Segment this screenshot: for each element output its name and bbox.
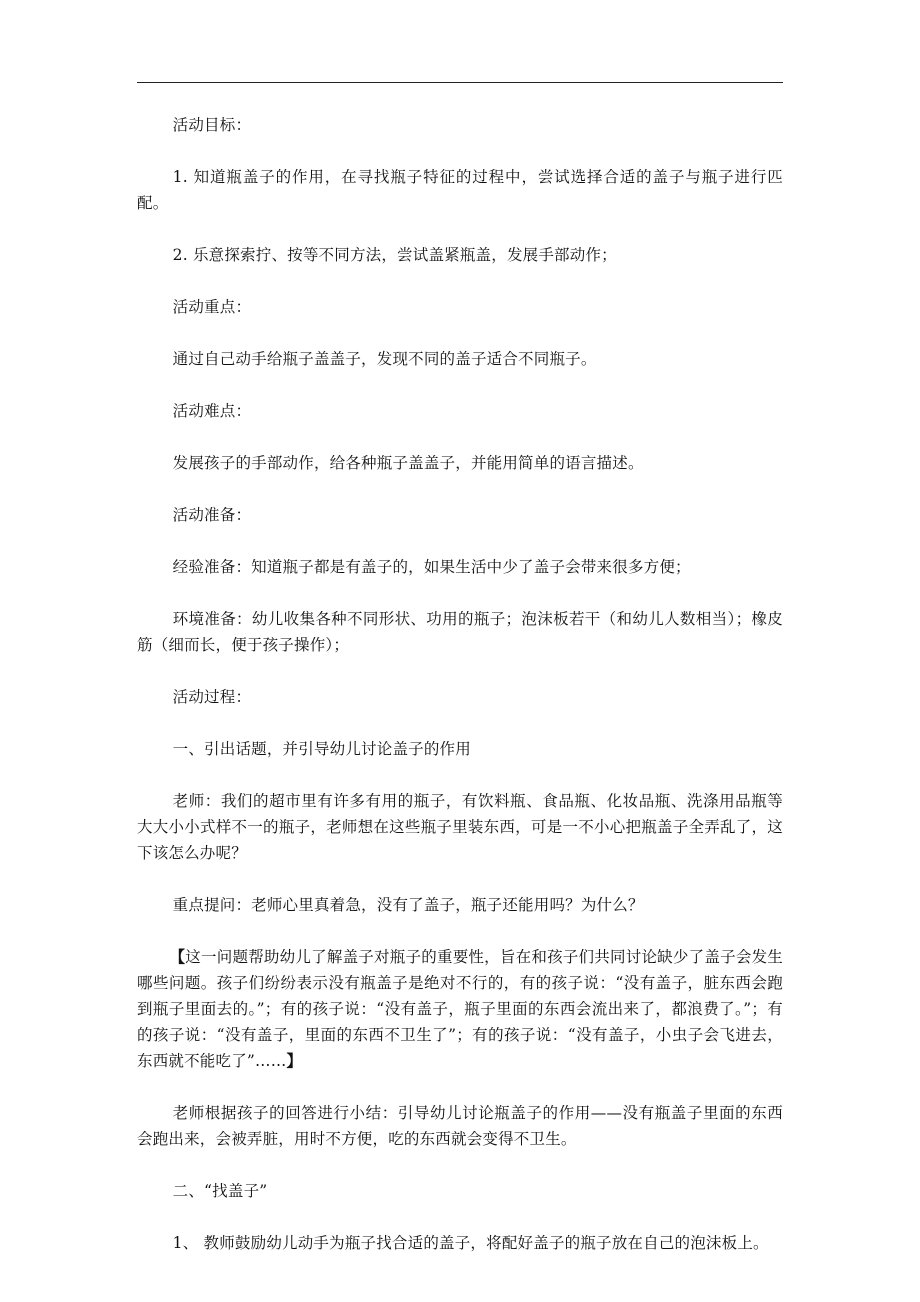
note-close-bracket: 】 [286, 1051, 303, 1070]
note-text: 这一问题帮助幼儿了解盖子对瓶子的重要性，旨在和孩子们共同讨论缺少了盖子会发生哪些问题。孩子们纷纷表示没有瓶盖子是绝对不行的，有的孩子说：“没有盖子，脏东西会跑到瓶子里面去的。”；有的孩子说：“没有盖子，瓶子里面的东西会流出来了，都浪费了。”；有的孩子说：“没有盖子，里面的东西不卫生了”；有的孩子说：“没有盖子，小虫子会飞进去，东西就不能吃了”…… [137, 948, 783, 1070]
experience-preparation: 经验准备：知道瓶子都是有盖子的，如果生活中少了盖子会带来很多方便； [172, 558, 691, 576]
objective-2: 2. 乐意探索拧、按等不同方法，尝试盖紧瓶盖，发展手部动作； [172, 246, 617, 264]
heading-key-points: 活动重点： [172, 298, 252, 316]
note-open-bracket: 【 [169, 947, 186, 966]
objective-1: 1. 知道瓶盖子的作用，在寻找瓶子特征的过程中，尝试选择合适的盖子与瓶子进行匹配。 [137, 168, 783, 212]
document-body [137, 100, 783, 1282]
key-question: 重点提问：老师心里真着急，没有了盖子，瓶子还能用吗？为什么？ [172, 896, 644, 914]
heading-difficulties: 活动难点： [172, 402, 252, 420]
teacher-summary: 老师根据孩子的回答进行小结：引导幼儿讨论瓶盖子的作用——没有瓶盖子里面的东西会跑出来，会被弄脏，用时不方便，吃的东西就会变得不卫生。 [137, 1104, 783, 1148]
difficulties-text: 发展孩子的手部动作，给各种瓶子盖盖子，并能用简单的语言描述。 [172, 454, 644, 472]
header-rule [137, 82, 783, 83]
environment-preparation: 环境准备：幼儿收集各种不同形状、功用的瓶子；泡沫板若干（和幼儿人数相当）；橡皮筋（细而长，便于孩子操作）； [137, 610, 783, 654]
step-1: 1、 教师鼓励幼儿动手为瓶子找合适的盖子，将配好盖子的瓶子放在自己的泡沫板上。 [172, 1234, 769, 1252]
section-2-heading: 二、“找盖子” [172, 1182, 268, 1200]
key-points-text: 通过自己动手给瓶子盖盖子，发现不同的盖子适合不同瓶子。 [172, 350, 597, 368]
heading-process: 活动过程： [172, 688, 252, 706]
teacher-intro: 老师：我们的超市里有许多有用的瓶子，有饮料瓶、食品瓶、化妆品瓶、洗涤用品瓶等大大小小式样不一的瓶子，老师想在这些瓶子里装东西，可是一不小心把瓶盖子全弄乱了，这下该怎么办呢？ [137, 792, 783, 862]
heading-preparation: 活动准备： [172, 506, 252, 524]
discussion-note [137, 944, 783, 1074]
heading-objectives: 活动目标： [172, 116, 252, 134]
section-1-heading: 一、引出话题，并引导幼儿讨论盖子的作用 [172, 740, 471, 758]
